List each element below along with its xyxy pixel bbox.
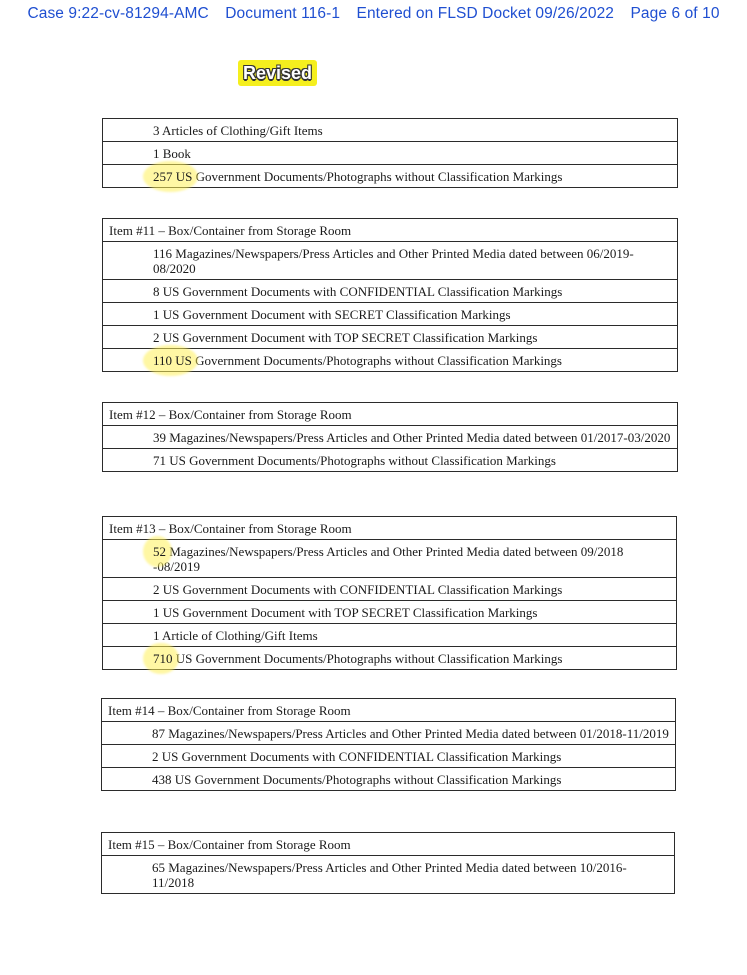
table-row (103, 449, 678, 472)
row-text (103, 142, 678, 165)
row-description: 116 Magazines/Newspapers/Press Articles and Other Printed Media dated between 06/2019-08/2020 (153, 246, 634, 276)
row-text (103, 647, 677, 670)
table-row (102, 768, 676, 791)
row-text (103, 280, 678, 303)
row-text (103, 119, 678, 142)
row-text (103, 540, 677, 578)
row-description: 3 Articles of Clothing/Gift Items (153, 123, 323, 138)
table-row (103, 280, 678, 303)
row-description: 71 US Government Documents/Photographs without Classification Markings (153, 453, 556, 468)
table-row (102, 856, 675, 894)
docket-header (0, 5, 747, 23)
table-row (103, 426, 678, 449)
row-text (103, 349, 678, 372)
table-row (103, 303, 678, 326)
row-text (103, 449, 678, 472)
row-description: 1 Article of Clothing/Gift Items (153, 628, 318, 643)
row-description: 1 US Government Document with SECRET Classification Markings (153, 307, 511, 322)
row-text (103, 578, 677, 601)
row-text (103, 165, 678, 188)
item-title: Item #12 – Box/Container from Storage Room (103, 403, 678, 426)
row-description: 1 US Government Document with TOP SECRET Classification Markings (153, 605, 538, 620)
page-number: Page 6 of 10 (630, 5, 720, 22)
item-title: Item #14 – Box/Container from Storage Room (102, 699, 676, 722)
row-description: 65 Magazines/Newspapers/Press Articles and Other Printed Media dated between 10/2016-11/2018 (152, 860, 627, 890)
row-text (103, 303, 678, 326)
inventory-table (101, 832, 675, 894)
row-text (103, 326, 678, 349)
table-row (103, 242, 678, 280)
row-description: Magazines/Newspapers/Press Articles and Other Printed Media dated between 09/2018 -08/2019 (153, 544, 624, 574)
item-title: Item #13 – Box/Container from Storage Room (103, 517, 677, 540)
row-text (102, 856, 675, 894)
docket-entry: Entered on FLSD Docket 09/26/2022 (356, 5, 615, 22)
table-row (103, 165, 678, 188)
highlighted-count: 710 (153, 651, 173, 666)
inventory-table (102, 516, 677, 670)
inventory-table (102, 402, 678, 472)
row-description: Government Documents/Photographs without Classification Markings (191, 353, 562, 368)
row-description: 2 US Government Document with TOP SECRET Classification Markings (153, 330, 538, 345)
item-title: Item #15 – Box/Container from Storage Room (102, 833, 675, 856)
highlighted-count: 52 (153, 544, 166, 559)
revised-stamp: Revised (238, 60, 317, 86)
table-row (103, 647, 677, 670)
row-text (102, 768, 676, 791)
row-description: 438 US Government Documents/Photographs without Classification Markings (152, 772, 562, 787)
row-description: US Government Documents/Photographs without Classification Markings (172, 651, 563, 666)
table-row (103, 578, 677, 601)
inventory-table (102, 118, 678, 188)
table-row (103, 601, 677, 624)
item-title: Item #11 – Box/Container from Storage Room (103, 219, 678, 242)
row-text (102, 745, 676, 768)
row-description: 1 Book (153, 146, 191, 161)
highlighted-count: 110 US (153, 353, 192, 368)
highlighted-count: 257 US (153, 169, 193, 184)
row-text (103, 242, 678, 280)
row-text (102, 722, 676, 745)
row-text (103, 426, 678, 449)
row-description: 2 US Government Documents with CONFIDENTIAL Classification Markings (153, 582, 563, 597)
case-number: Case 9:22-cv-81294-AMC (27, 5, 209, 22)
table-row (103, 119, 678, 142)
row-description: 39 Magazines/Newspapers/Press Articles and Other Printed Media dated between 01/2017-03/2020 (153, 430, 671, 445)
table-row (103, 540, 677, 578)
table-row (103, 624, 677, 647)
table-row (103, 142, 678, 165)
row-description: 8 US Government Documents with CONFIDENTIAL Classification Markings (153, 284, 563, 299)
table-row (102, 722, 676, 745)
row-description: 87 Magazines/Newspapers/Press Articles and Other Printed Media dated between 01/2018-11/2019 (152, 726, 669, 741)
inventory-table (102, 218, 678, 372)
row-text (103, 601, 677, 624)
row-description: Government Documents/Photographs without Classification Markings (192, 169, 563, 184)
table-row (102, 745, 676, 768)
document-number: Document 116-1 (225, 5, 341, 22)
row-description: 2 US Government Documents with CONFIDENTIAL Classification Markings (152, 749, 562, 764)
table-row (103, 349, 678, 372)
inventory-table (101, 698, 676, 791)
row-text (103, 624, 677, 647)
table-row (103, 326, 678, 349)
